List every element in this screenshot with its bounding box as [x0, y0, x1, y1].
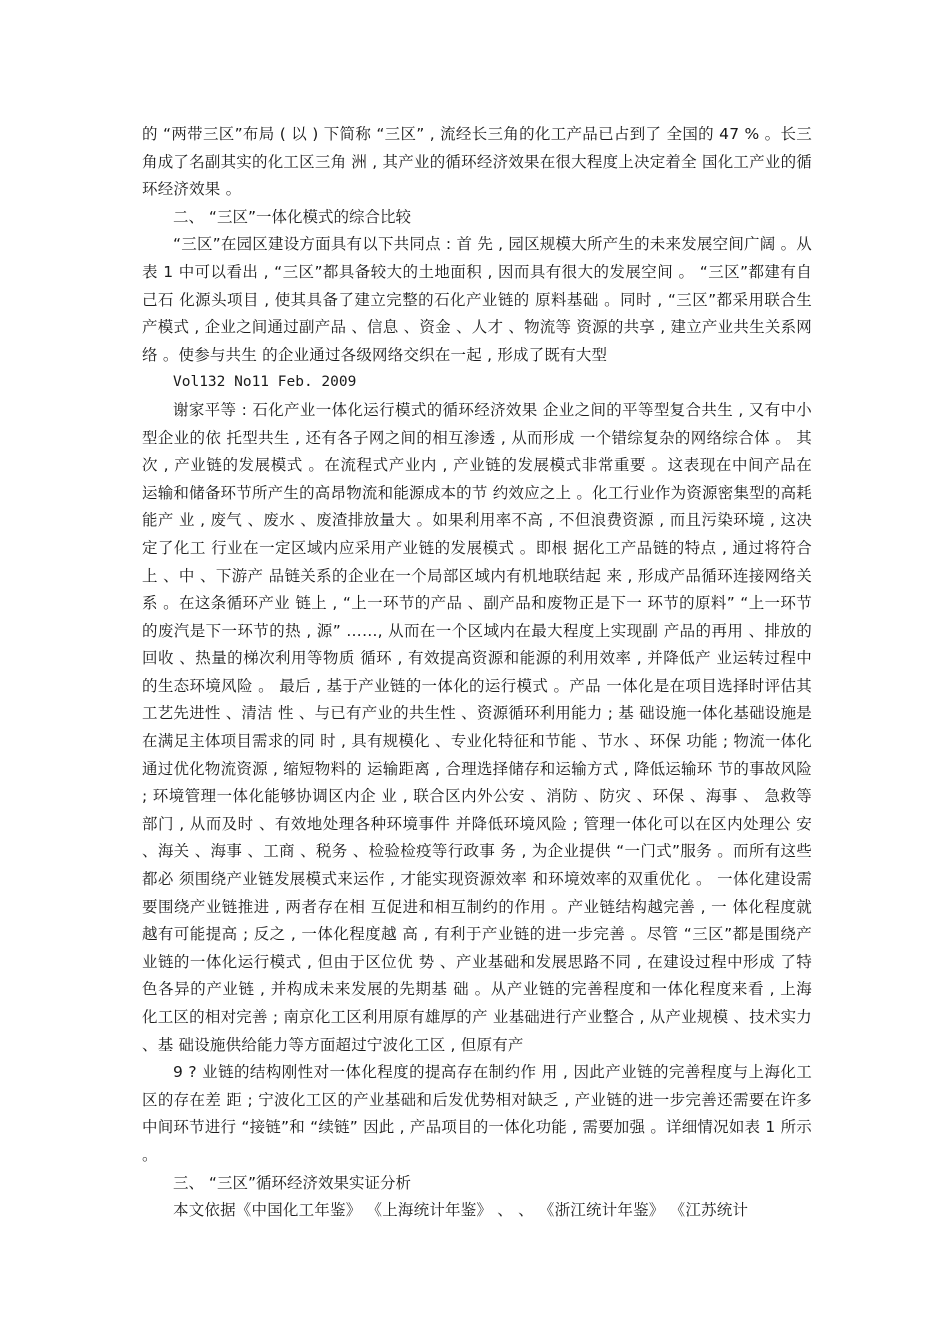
document-page	[142, 121, 812, 1225]
paragraph-intro-continued: 的 “两带三区”布局 ( 以 ) 下简称 “三区” , 流经长三角的化工产品已占到了 全国的 47 % 。长三角成了名副其实的化工区三角 洲 , 其产业的循环经济效果在很大程度上决定着全 国化工产业的循环经济效果 。	[142, 125, 812, 199]
paragraph-data-sources: 本文依据《中国化工年鉴》 《上海统计年鉴》 、 、 《浙江统计年鉴》 《江苏统计	[173, 1201, 749, 1220]
paragraph-industry-chain: 谢家平等 : 石化产业一体化运行模式的循环经济效果 企业之间的平等型复合共生 , 又有中小型企业的依 托型共生 , 还有各子网之间的相互渗透 , 从而形成 一个错综复杂的网络综合体 。 其次 , 产业链的发展模式 。在流程式产业内 , 产业链的发展模式非常重要 。这表现在中间产品在 运输和储备环节所产生的高昂物流和能源成本的节 约效应之上 。化工行业作为资源密集型的高耗能产 业 , 废气 、废水 、废渣排放量大 。如果利用率不高 , 不但浪费资源 , 而且污染环境 , 这决定了化工 行业在一定区域内应采用产业链的发展模式 。即根 据化工产品链的特点 , 通过将符合上 、中 、下游产 品链关系的企业在一个局部区域内有机地联结起 来 , 形成产品循环连接网络关系 。在这条循环产业 链上 , “上一环节的产品 、副产品和废物正是下一 环节的原料” “上一环节的废汽是下一环节的热 , 源” ……, 从而在一个区域内在最大程度上实现副 产品的再用 、排放的回收 、热量的梯次利用等物质 循环 , 有效提高资源和能源的利用效率 , 并降低产 业运转过程中的生态环境风险 。 最后 , 基于产业链的一体化的运行模式 。产品 一体化是在项目选择时评估其工艺先进性 、清洁 性 、与已有产业的共生性 、资源循环利用能力 ; 基 础设施一体化基础设施是在满足主体项目需求的同 时 , 具有规模化 、专业化特征和节能 、节水 、环保 功能 ; 物流一体化通过优化物流资源 , 缩短物料的 运输距离 , 合理选择储存和运输方式 , 降低运输环 节的事故风险 ; 环境管理一体化能够协调区内企 业 , 联合区内外公安 、消防 、防灾 、环保 、海事 、 急救等部门 , 从而及时 、有效地处理各种环境事件 并降低环境风险 ; 管理一体化可以在区内处理公 安 、海关 、海事 、工商 、税务 、检验检疫等行政事 务 , 为企业提供 “一门式”服务 。而所有这些都必 须围绕产业链发展模式来运作 , 才能实现资源效率 和环境效率的双重优化 。 一体化建设需要围绕产业链推进 , 两者存在相 互促进和相互制约的作用 。产业链结构越完善 , 一 体化程度就越有可能提高 ; 反之 , 一体化程度越 高 , 有利于产业链的进一步完善 。尽管 “三区”都是围绕产业链的一体化运行模式 , 但由于区位优 势 、产业基础和发展思路不同 , 在建设过程中形成 了特色各异的产业链 , 并构成未来发展的先期基 础 。从产业链的完善程度和一体化程度来看 , 上海 化工区的相对完善 ; 南京化工区利用原有雄厚的产 业基础进行产业整合 , 从产业规模 、技术实力 、基 础设施供给能力等方面超过宁波化工区 , 但原有产	[142, 400, 812, 1054]
paragraph-chain-rigidity: 9 ? 业链的结构刚性对一体化程度的提高存在制约作 用 , 因此产业链的完善程度与上海化工区的存在差 距 ; 宁波化工区的产业基础和后发优势相对缺乏 , 产业链的进一步完善还需要在许多中间环节进行 “接链”和 “续链” 因此 , 产品项目的一体化功能 , 需要加强 。详细情况如表 1 所示 。	[142, 1063, 812, 1164]
running-header: Vol132 No11 Feb. 2009	[173, 374, 357, 391]
section-heading-2: 二、 “三区”一体化模式的综合比较	[173, 207, 411, 226]
paragraph-common-features: “三区”在园区建设方面具有以下共同点 : 首 先 , 园区规模大所产生的未来发展空间广阔 。从表 1 中可以看出 , “三区”都具备较大的土地面积 , 因而具有很大的发展空间 。 “三区”都建有自己石 化源头项目 , 使其具备了建立完整的石化产业链的 原料基础 。同时 , “三区”都采用联合生产模式 , 企业之间通过副产品 、信息 、资金 、人才 、物流等 资源的共享 , 建立产业共生关系网络 。使参与共生 的企业通过各级网络交织在一起 , 形成了既有大型	[142, 235, 812, 364]
section-heading-3: 三、 “三区”循环经济效果实证分析	[173, 1173, 411, 1192]
